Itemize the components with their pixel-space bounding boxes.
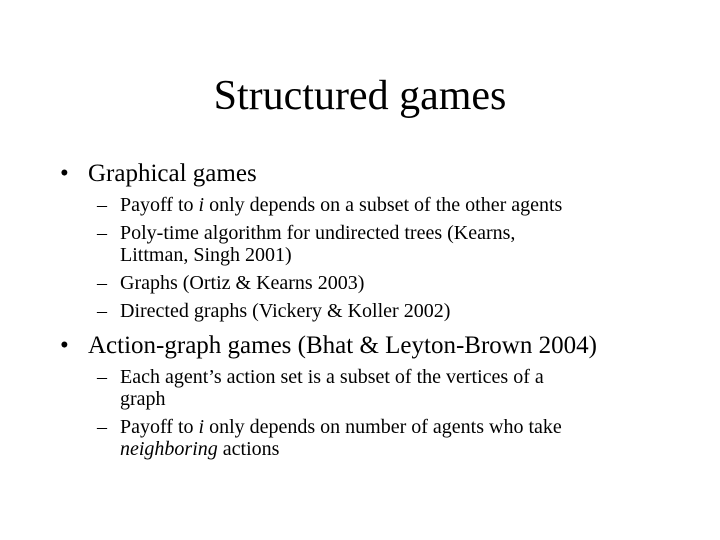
sub-item-text-line2 bbox=[120, 438, 700, 460]
dash-glyph: – bbox=[97, 222, 107, 244]
sub-item bbox=[0, 416, 720, 460]
sub-item bbox=[0, 272, 720, 294]
dash-glyph: – bbox=[97, 272, 107, 294]
sub-item-text-line1 bbox=[120, 416, 700, 438]
sub-text-emphasis: neighboring bbox=[120, 438, 218, 460]
dash-glyph: – bbox=[97, 194, 107, 216]
bullet-label: Graphical games bbox=[88, 160, 257, 187]
sub-item-text: Graphs (Ortiz & Kearns 2003) bbox=[120, 272, 365, 294]
sub-item-text-line2: Littman, Singh 2001) bbox=[120, 244, 292, 266]
sub-item-text-line1: Poly-time algorithm for undirected trees (Kearns, bbox=[120, 222, 516, 244]
slide-title: Structured games bbox=[213, 73, 507, 119]
dash-glyph: – bbox=[97, 300, 107, 322]
bullet-graphical-games bbox=[0, 160, 720, 188]
sub-text-post: actions bbox=[217, 438, 280, 460]
sub-text-post: only depends on number of agents who take bbox=[204, 416, 562, 438]
sub-item-text: Directed graphs (Vickery & Koller 2002) bbox=[120, 300, 451, 322]
bullet-glyph: • bbox=[60, 160, 69, 187]
sub-text-post: only depends on a subset of the other agents bbox=[204, 194, 563, 216]
sub-item-text-line2: graph bbox=[120, 388, 166, 410]
sub-item-text-line1: Each agent’s action set is a subset of the vertices of a bbox=[120, 366, 544, 388]
bullet-label: Action-graph games (Bhat & Leyton-Brown 2004) bbox=[88, 332, 597, 359]
bullet-glyph: • bbox=[60, 332, 69, 359]
sub-text-pre: Payoff to bbox=[120, 194, 199, 216]
dash-glyph: – bbox=[97, 416, 107, 438]
dash-glyph: – bbox=[97, 366, 107, 388]
sub-item bbox=[0, 194, 720, 216]
sub-text-emphasis: i bbox=[198, 194, 205, 216]
sub-text-emphasis: i bbox=[198, 416, 205, 438]
sub-item bbox=[0, 222, 720, 266]
sub-item bbox=[0, 300, 720, 322]
bullet-action-graph-games bbox=[0, 332, 720, 360]
sub-item-text bbox=[120, 194, 700, 216]
sub-text-pre: Payoff to bbox=[120, 416, 199, 438]
sub-item bbox=[0, 366, 720, 410]
